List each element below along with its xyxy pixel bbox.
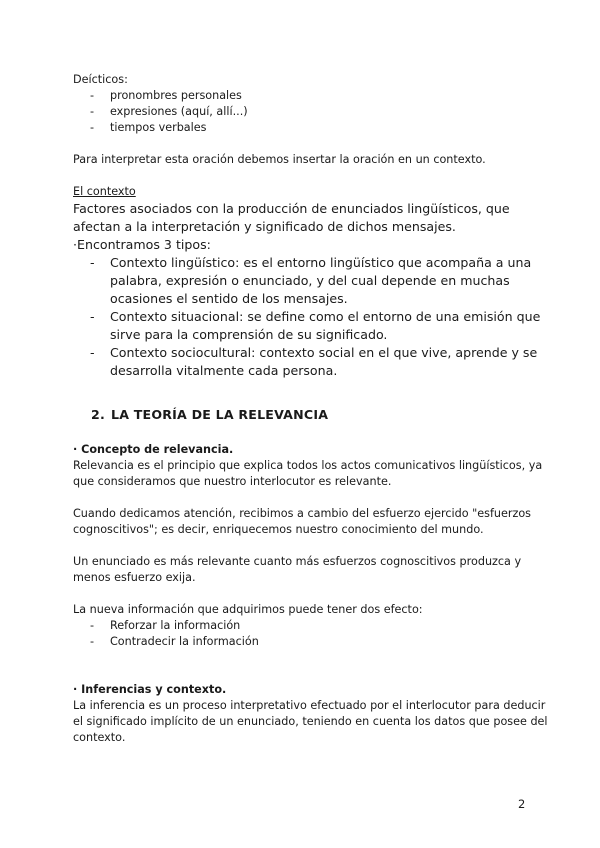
list-item: - Reforzar la información (90, 619, 241, 632)
inferencias-block (73, 682, 548, 746)
paragraph-line: que consideramos que nuestro interlocutor es relevante. (73, 475, 392, 488)
list-item: - Contradecir la información (90, 635, 259, 648)
list-item: - Contexto lingüístico: es el entorno lingüístico que acompaña a una palabra, expresión o enunciado, y del cual depende en muchas ocasiones el sentido de los mensajes. (90, 255, 532, 306)
deicticos-block (73, 72, 543, 136)
page-number: 2 (518, 797, 526, 811)
paragraph-line: contexto. (73, 731, 126, 744)
concepto-block (73, 442, 543, 490)
el-contexto-block (73, 200, 543, 380)
list-item: - Contexto sociocultural: contexto social en el que vive, aprende y se desarrolla vitalmente cada persona. (90, 345, 538, 378)
paragraph-line: Relevancia es el principio que explica todos los actos comunicativos lingüísticos, ya (73, 459, 543, 472)
deicticos-heading: Deícticos: (73, 73, 128, 86)
concepto-paragraph-4: La nueva información que adquirimos puede tener dos efecto: - Reforzar la información - Contradecir la información (73, 602, 543, 650)
contexto-desc-line: afectan a la interpretación y significado de dichos mensajes. (73, 219, 456, 234)
section-number: 2. (91, 407, 105, 422)
list-item: - Contexto situacional: se define como el entorno de una emisión que sirve para la comprensión de su significado. (90, 309, 541, 342)
section-2-heading (91, 407, 328, 422)
paragraph-line: el significado implícito de un enunciado, teniendo en cuenta los datos que posee del (73, 715, 548, 728)
concepto-paragraph-2: Cuando dedicamos atención, recibimos a cambio del esfuerzo ejercido "esfuerzos cognoscitivos"; es decir, enriquecemos nuestro conocimiento del mundo. (73, 507, 532, 536)
concepto-heading: · Concepto de relevancia. (73, 443, 234, 456)
el-contexto-heading: El contexto (73, 185, 136, 198)
section-title: LA TEORÍA DE LA RELEVANCIA (111, 407, 329, 422)
concepto-paragraph-3: Un enunciado es más relevante cuanto más esfuerzos cognoscitivos produzca y menos esfuerzo exija. (73, 555, 522, 584)
tipos-line: ·Encontramos 3 tipos: (73, 237, 211, 252)
list-item: - tiempos verbales (90, 121, 207, 134)
list-item: - pronombres personales (90, 89, 242, 102)
contexto-intro-paragraph: Para interpretar esta oración debemos insertar la oración en un contexto. (73, 153, 486, 166)
paragraph-line: La inferencia es un proceso interpretativo efectuado por el interlocutor para deducir (73, 699, 546, 712)
inferencias-heading: · Inferencias y contexto. (73, 683, 227, 696)
contexto-desc-line: Factores asociados con la producción de enunciados lingüísticos, que (73, 201, 510, 216)
list-item: - expresiones (aquí, allí...) (90, 105, 248, 118)
